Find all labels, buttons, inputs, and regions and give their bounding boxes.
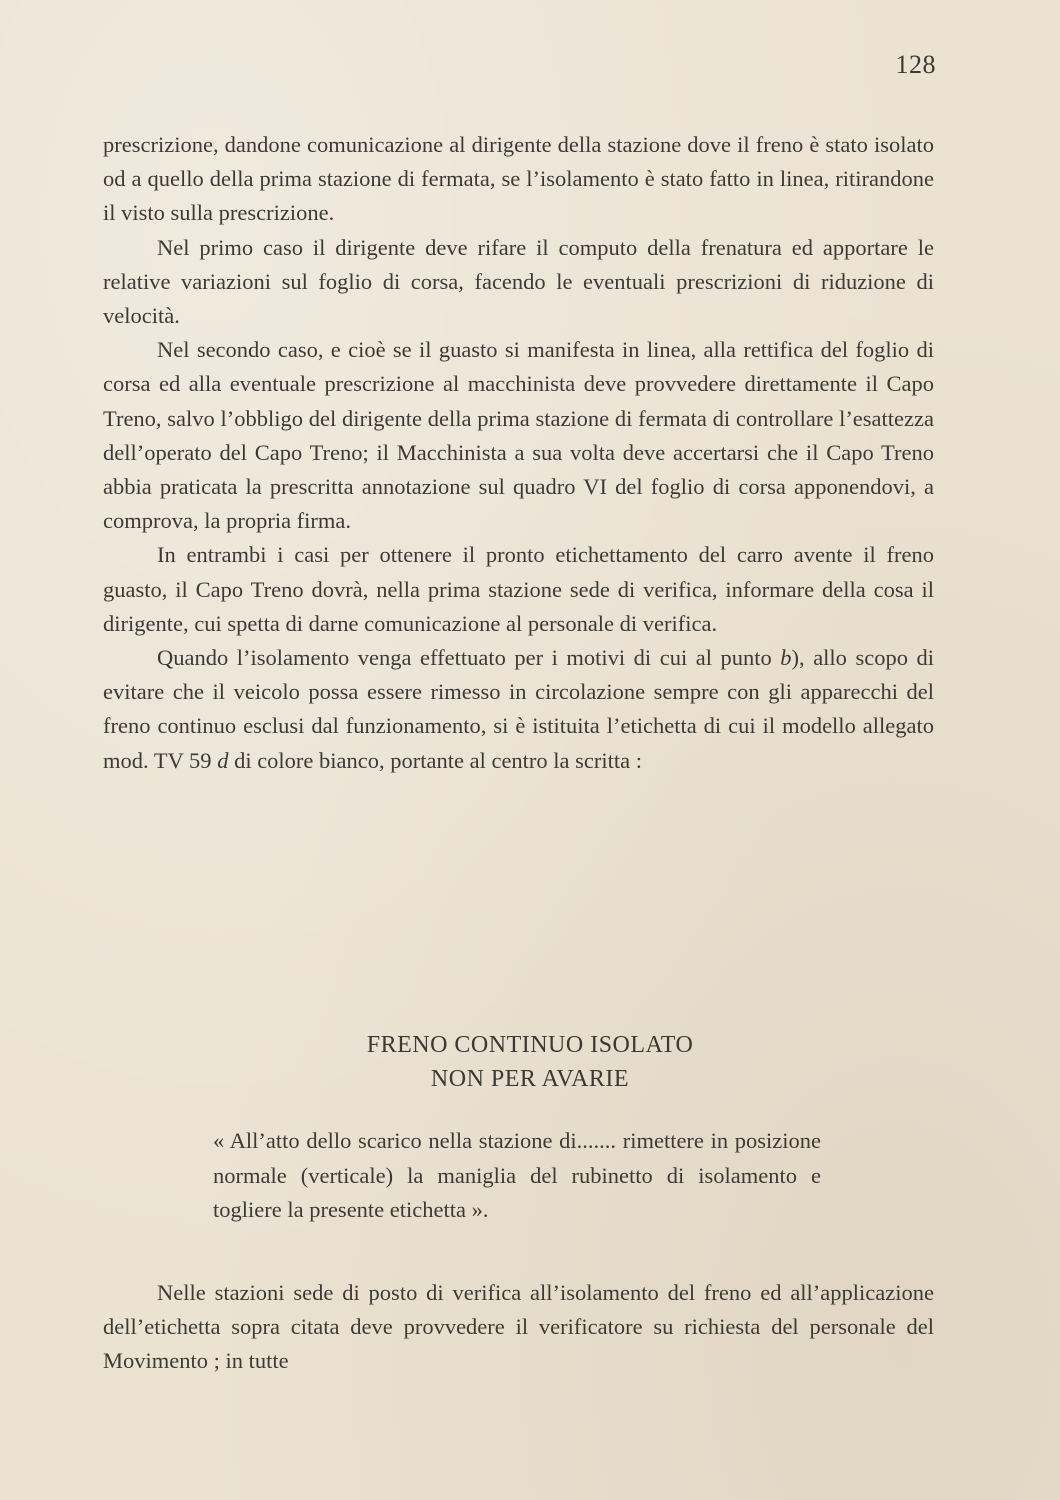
- paragraph-5-part-2: ), allo scopo di evitare che il veicolo possa essere rimesso in circolazione sempre con gli apparecchi del freno continuo esclusi dal funzionamento, si è istituita l’etichetta di cui il modello allegato mod. TV 59: [103, 645, 934, 773]
- label-quote: « All’atto dello scarico nella stazione di....... rimettere in posizione normale (verticale) la maniglia del rubinetto di isolamento e togliere la presente etichetta ».: [213, 1128, 821, 1222]
- label-heading: [0, 1028, 1060, 1096]
- paragraph-3: Nel secondo caso, e cioè se il guasto si manifesta in linea, alla rettifica del foglio di corsa ed alla eventuale prescrizione al macchinista deve provvedere direttamente il Capo Treno, salvo l’obbligo del dirigente della prima stazione di fermata di controllare l’esattezza dell’operato del Capo Treno; il Macchinista a sua volta deve accertarsi che il Capo Treno abbia praticata la prescritta annotazione sul quadro VI del foglio di corsa apponendovi, a comprova, la propria firma.: [103, 337, 934, 534]
- label-heading-line-2: NON PER AVARIE: [430, 1066, 630, 1092]
- paragraph-1: prescrizione, dandone comunicazione al dirigente della stazione dove il freno è stato isolato od a quello della prima stazione di fermata, se l’isolamento è stato fatto in linea, ritirandone il visto sulla prescrizione.: [103, 132, 934, 226]
- main-text-block: [103, 128, 934, 778]
- paragraph-5-part-1: Quando l’isolamento venga effettuato per i motivi di cui al punto: [157, 645, 781, 671]
- label-heading-line-1: FRENO CONTINUO ISOLATO: [366, 1032, 694, 1058]
- paragraph-4: In entrambi i casi per ottenere il pronto etichettamento del carro avente il freno guasto, il Capo Treno dovrà, nella prima stazione sede di verifica, informare della cosa il dirigente, cui spetta di darne comunicazione al personale di verifica.: [103, 542, 934, 636]
- paragraph-5: [103, 641, 934, 778]
- paragraph-5-model-d: d: [217, 747, 229, 773]
- page-number: 128: [895, 50, 936, 79]
- paragraph-2: Nel primo caso il dirigente deve rifare il computo della frenatura ed apportare le relative variazioni sul foglio di corsa, facendo le eventuali prescrizioni di riduzione di velocità.: [103, 234, 934, 329]
- final-text-block: [103, 1276, 934, 1379]
- paragraph-final: Nelle stazioni sede di posto di verifica all’isolamento del freno ed all’applicazione dell’etichetta sopra citata deve provvedere il verificatore su richiesta del personale del Movimento ; in tutte: [103, 1280, 934, 1374]
- paragraph-5-point-b: b: [780, 645, 792, 671]
- paragraph-5-part-3: di colore bianco, portante al centro la scritta :: [228, 747, 643, 773]
